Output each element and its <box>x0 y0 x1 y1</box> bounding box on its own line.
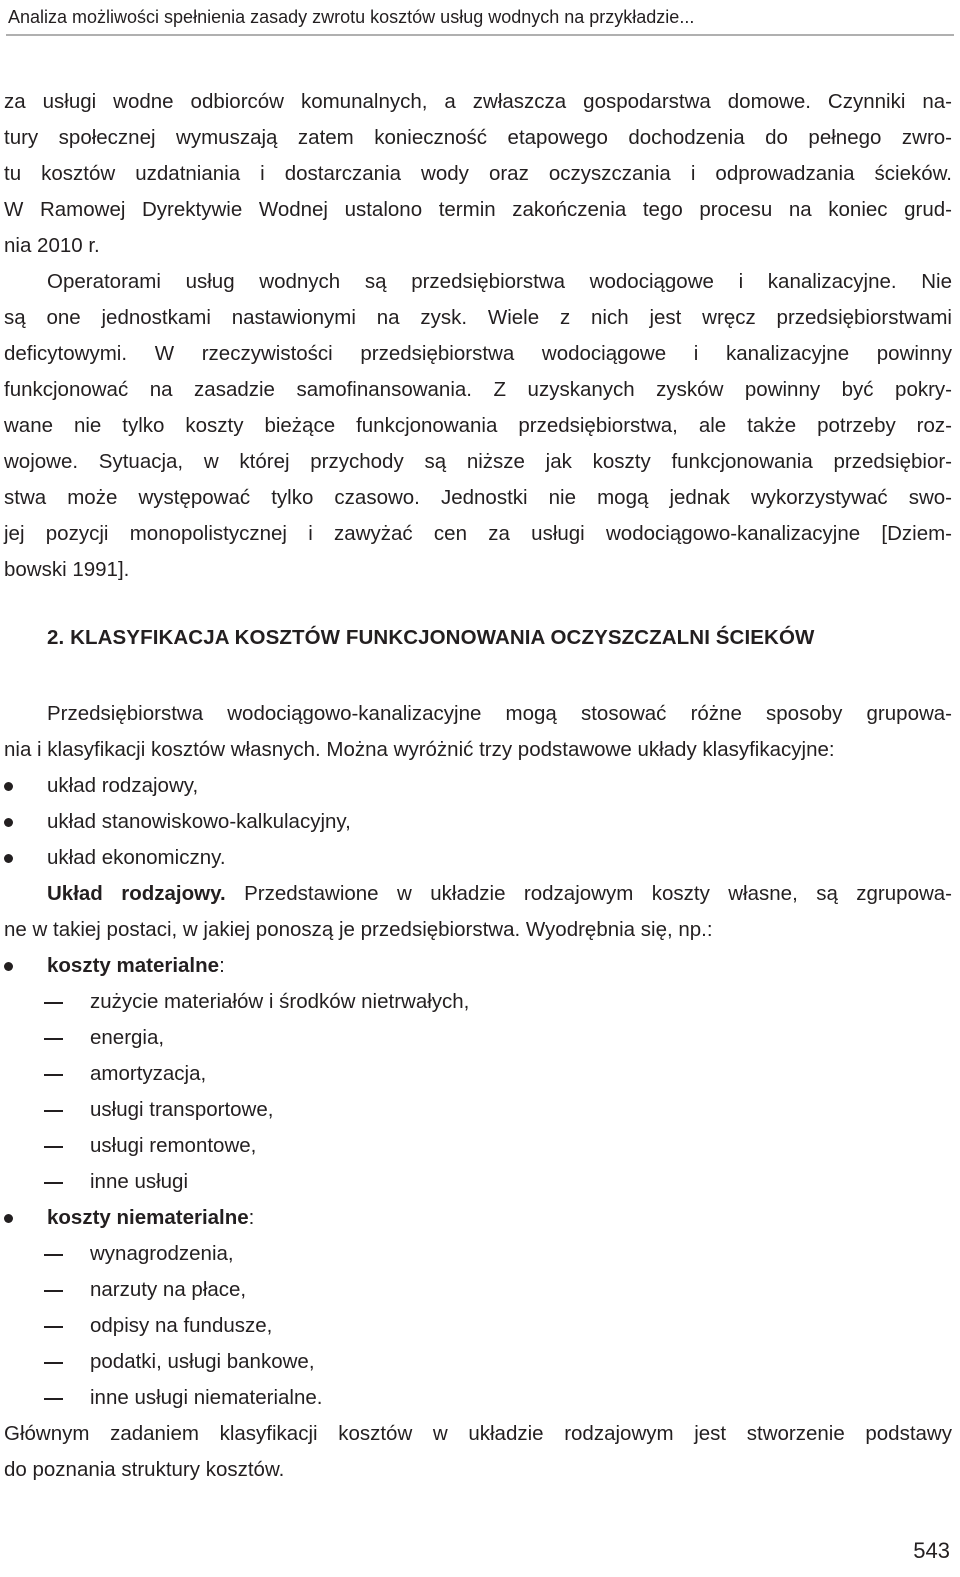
sub-list-item <box>4 1020 952 1056</box>
text-line: stwa może występować tylko czasowo. Jednostki nie mogą jednak wykorzystywać swo- <box>4 486 952 509</box>
nonmaterial-costs-group <box>4 1200 952 1416</box>
dash-icon <box>44 1074 63 1076</box>
sub-list-item <box>4 1128 952 1164</box>
sub-list-item-text: wynagrodzenia, <box>90 1242 234 1265</box>
dash-icon <box>44 1326 63 1328</box>
material-costs-group <box>4 948 952 1200</box>
paragraph-1 <box>4 84 952 264</box>
paragraph-2 <box>4 264 952 588</box>
sub-list-item-text: usługi transportowe, <box>90 1098 274 1121</box>
dash-icon <box>44 1290 63 1292</box>
sub-list-item-text: inne usługi niematerialne. <box>90 1386 323 1409</box>
group-label-suffix: : <box>219 954 225 977</box>
dash-icon <box>44 1002 63 1004</box>
list-item-text: układ rodzajowy, <box>47 774 199 797</box>
page-body <box>4 84 952 1488</box>
text-line: są one jednostkami nastawionymi na zysk. Wiele z nich jest wręcz przedsiębiorstwami <box>4 306 952 329</box>
text-line: Głównym zadaniem klasyfikacji kosztów w układzie rodzajowym jest stworzenie podstawy <box>4 1422 952 1445</box>
sub-list-item-text: amortyzacja, <box>90 1062 207 1085</box>
paragraph-5 <box>4 1416 952 1488</box>
text-line: ne w takiej postaci, w jakiej ponoszą je przedsiębiorstwa. Wyodrębnia się, np.: <box>4 918 713 941</box>
sub-list-item <box>4 1236 952 1272</box>
text-line: za usługi wodne odbiorców komunalnych, a zwłaszcza gospodarstwa domowe. Czynniki na- <box>4 90 952 113</box>
list-item <box>4 840 952 876</box>
sub-list-item <box>4 1380 952 1416</box>
bullet-icon <box>4 1214 13 1223</box>
sub-list-item-text: narzuty na płace, <box>90 1278 247 1301</box>
dash-icon <box>44 1182 63 1184</box>
paragraph-4 <box>4 876 952 948</box>
sub-list-item-text: energia, <box>90 1026 165 1049</box>
running-header <box>6 4 954 36</box>
text-line: nia i klasyfikacji kosztów własnych. Można wyróżnić trzy podstawowe układy klasyfikacyjne: <box>4 738 835 761</box>
sub-list-item <box>4 1272 952 1308</box>
sub-list-item <box>4 1308 952 1344</box>
text-line: wane nie tylko koszty bieżące funkcjonowania przedsiębiorstwa, ale także potrzeby roz- <box>4 414 952 437</box>
text-line: Przedsiębiorstwa wodociągowo-kanalizacyjne mogą stosować różne sposoby grupowa- <box>47 702 952 725</box>
sub-list-item-text: podatki, usługi bankowe, <box>90 1350 315 1373</box>
dash-icon <box>44 1110 63 1112</box>
sub-list-item-text: odpisy na fundusze, <box>90 1314 273 1337</box>
classification-list <box>4 768 952 876</box>
text-line: nia 2010 r. <box>4 234 100 257</box>
sub-list-item <box>4 1092 952 1128</box>
list-item <box>4 804 952 840</box>
section-heading: 2. KLASYFIKACJA KOSZTÓW FUNKCJONOWANIA OCZYSZCZALNI ŚCIEKÓW <box>47 626 815 649</box>
sub-list-item <box>4 1164 952 1200</box>
text-line: wojowe. Sytuacja, w której przychody są niższe jak koszty funkcjonowania przedsiębior- <box>4 450 952 473</box>
group-label: koszty materialne <box>47 954 220 977</box>
list-item <box>4 768 952 804</box>
dash-icon <box>44 1038 63 1040</box>
sub-list-item <box>4 984 952 1020</box>
text-line: tu kosztów uzdatniania i dostarczania wody oraz oczyszczania i odprowadzania ścieków. <box>4 162 952 185</box>
text-line: W Ramowej Dyrektywie Wodnej ustalono termin zakończenia tego procesu na koniec grud- <box>4 198 952 221</box>
list-item <box>4 948 952 984</box>
list-item-text: układ ekonomiczny. <box>47 846 226 869</box>
dash-icon <box>44 1362 63 1364</box>
bullet-icon <box>4 782 13 791</box>
text-line <box>4 876 952 912</box>
bold-lead: Układ rodzajowy. <box>47 882 226 905</box>
sub-list-item-text: inne usługi <box>90 1170 189 1193</box>
sub-list-item-text: zużycie materiałów i środków nietrwałych, <box>90 990 470 1013</box>
dash-icon <box>44 1398 63 1400</box>
text-line: funkcjonować na zasadzie samofinansowania. Z uzyskanych zysków powinny być pokry- <box>4 378 952 401</box>
bullet-icon <box>4 962 13 971</box>
dash-icon <box>44 1254 63 1256</box>
paragraph-3 <box>4 696 952 768</box>
text-span: Przedstawione w układzie rodzajowym koszty własne, są zgrupowa- <box>225 882 952 905</box>
text-line: jej pozycji monopolistycznej i zawyżać cen za usługi wodociągowo-kanalizacyjne [Dziem- <box>4 522 952 545</box>
list-item <box>4 1200 952 1236</box>
dash-icon <box>44 1146 63 1148</box>
text-line: tury społecznej wymuszają zatem konieczność etapowego dochodzenia do pełnego zwro- <box>4 126 952 149</box>
running-title: Analiza możliwości spełnienia zasady zwrotu kosztów usług wodnych na przykładzie... <box>8 7 695 27</box>
list-item-text: układ stanowiskowo-kalkulacyjny, <box>47 810 351 833</box>
text-line: bowski 1991]. <box>4 558 130 581</box>
text-line: do poznania struktury kosztów. <box>4 1458 285 1481</box>
group-label-suffix: : <box>248 1206 255 1229</box>
group-label: koszty niematerialne <box>47 1206 249 1229</box>
text-line: Operatorami usług wodnych są przedsiębiorstwa wodociągowe i kanalizacyjne. Nie <box>47 270 952 293</box>
sub-list-item <box>4 1056 952 1092</box>
bullet-icon <box>4 854 13 863</box>
sub-list-item-text: usługi remontowe, <box>90 1134 257 1157</box>
text-line: deficytowymi. W rzeczywistości przedsiębiorstwa wodociągowe i kanalizacyjne powinny <box>4 342 952 365</box>
sub-list-item <box>4 1344 952 1380</box>
page-number: 543 <box>913 1538 950 1563</box>
bullet-icon <box>4 818 13 827</box>
